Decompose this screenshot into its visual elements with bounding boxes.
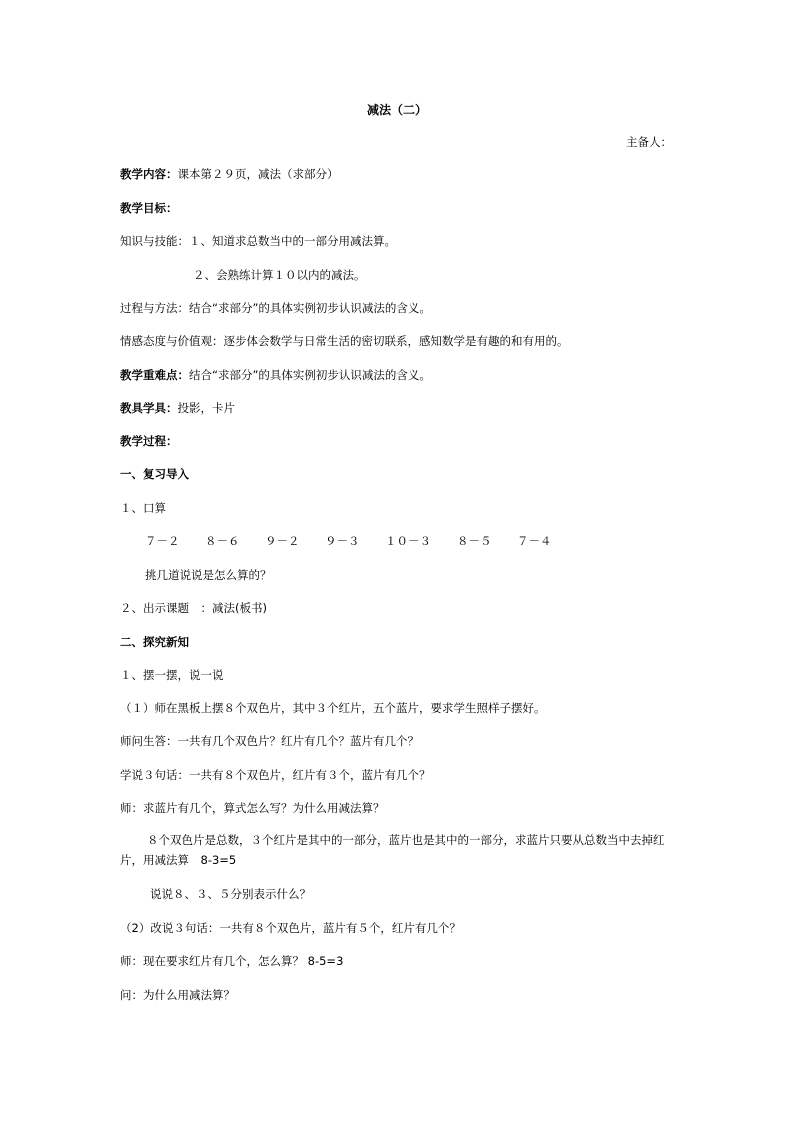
tools-line: [120, 400, 235, 416]
paragraph: （１）师在黑板上摆８个双色片，其中３个红片，五个蓝片，要求学生照样子摆好。: [120, 701, 546, 715]
calc-item: ８－６: [205, 534, 240, 548]
paragraph-explanation: ８个双色片是总数，３个红片是其中的一部分，蓝片也是其中的一部分，求蓝片只要从总数当中去掉红片，用减法算 8-3=5: [120, 833, 665, 867]
paragraph: 学说３句话：一共有８个双色片，红片有３个，蓝片有几个？: [120, 768, 431, 782]
goal-process: 过程与方法：结合“求部分”的具体实例初步认识减法的含义。: [120, 301, 431, 315]
calc-item: ８－５: [457, 534, 492, 548]
paragraph: 说说８、３、５分别表示什么？: [150, 887, 311, 901]
paragraph: 问：为什么用减法算？: [120, 988, 235, 1002]
calc-item: １０－３: [385, 534, 431, 548]
content-line: [120, 166, 339, 182]
paragraph: 师：现在要求红片有几个，怎么算？ 8-5=3: [120, 954, 344, 968]
section-explore: 二、探究新知: [120, 635, 189, 649]
tools-text: 投影，卡片: [177, 401, 235, 415]
goal-attitude: 情感态度与价值观：逐步体会数学与日常生活的密切联系，感知数学是有趣的和有用的。: [120, 334, 569, 348]
content-label: 教学内容：: [120, 167, 178, 181]
paragraph: 师问生答：一共有几个双色片？红片有几个？蓝片有几个？: [120, 734, 419, 748]
goal-skill: ２、会熟练计算１０以内的减法。: [193, 268, 366, 282]
paragraph: （2）改说３句话：一共有８个双色片，蓝片有５个，红片有几个？: [120, 921, 461, 935]
content-text: 课本第２９页，减法（求部分）: [177, 167, 339, 181]
pick-question: 挑几道说说是怎么算的？: [145, 568, 272, 582]
goal-knowledge: 知识与技能：１、知道求总数当中的一部分用减法算。: [120, 234, 396, 248]
section-review: 一、复习导入: [120, 467, 189, 481]
item-oral-calc: １、口算: [120, 501, 166, 515]
paragraph: 师：求蓝片有几个，算式怎么写？为什么用减法算？: [120, 801, 385, 815]
calc-item: ７－２: [145, 534, 180, 548]
tools-label: 教具学具：: [120, 401, 178, 415]
calc-item: ９－３: [325, 534, 360, 548]
calc-item: ９－２: [265, 534, 300, 548]
page-title: 减法（二）: [366, 103, 427, 117]
preparer-label: 主备人：: [626, 135, 672, 149]
item-arrange: １、摆一摆，说一说: [120, 668, 224, 682]
process-label: 教学过程：: [120, 434, 178, 448]
key-label: 教学重难点：: [120, 368, 189, 382]
item-show-topic: ２、出示课题 ：减法(板书): [120, 601, 267, 615]
calc-item: ７－４: [517, 534, 552, 548]
key-text: 结合“求部分”的具体实例初步认识减法的含义。: [189, 368, 431, 382]
key-line: [120, 367, 431, 383]
goals-label: 教学目标：: [120, 201, 178, 215]
